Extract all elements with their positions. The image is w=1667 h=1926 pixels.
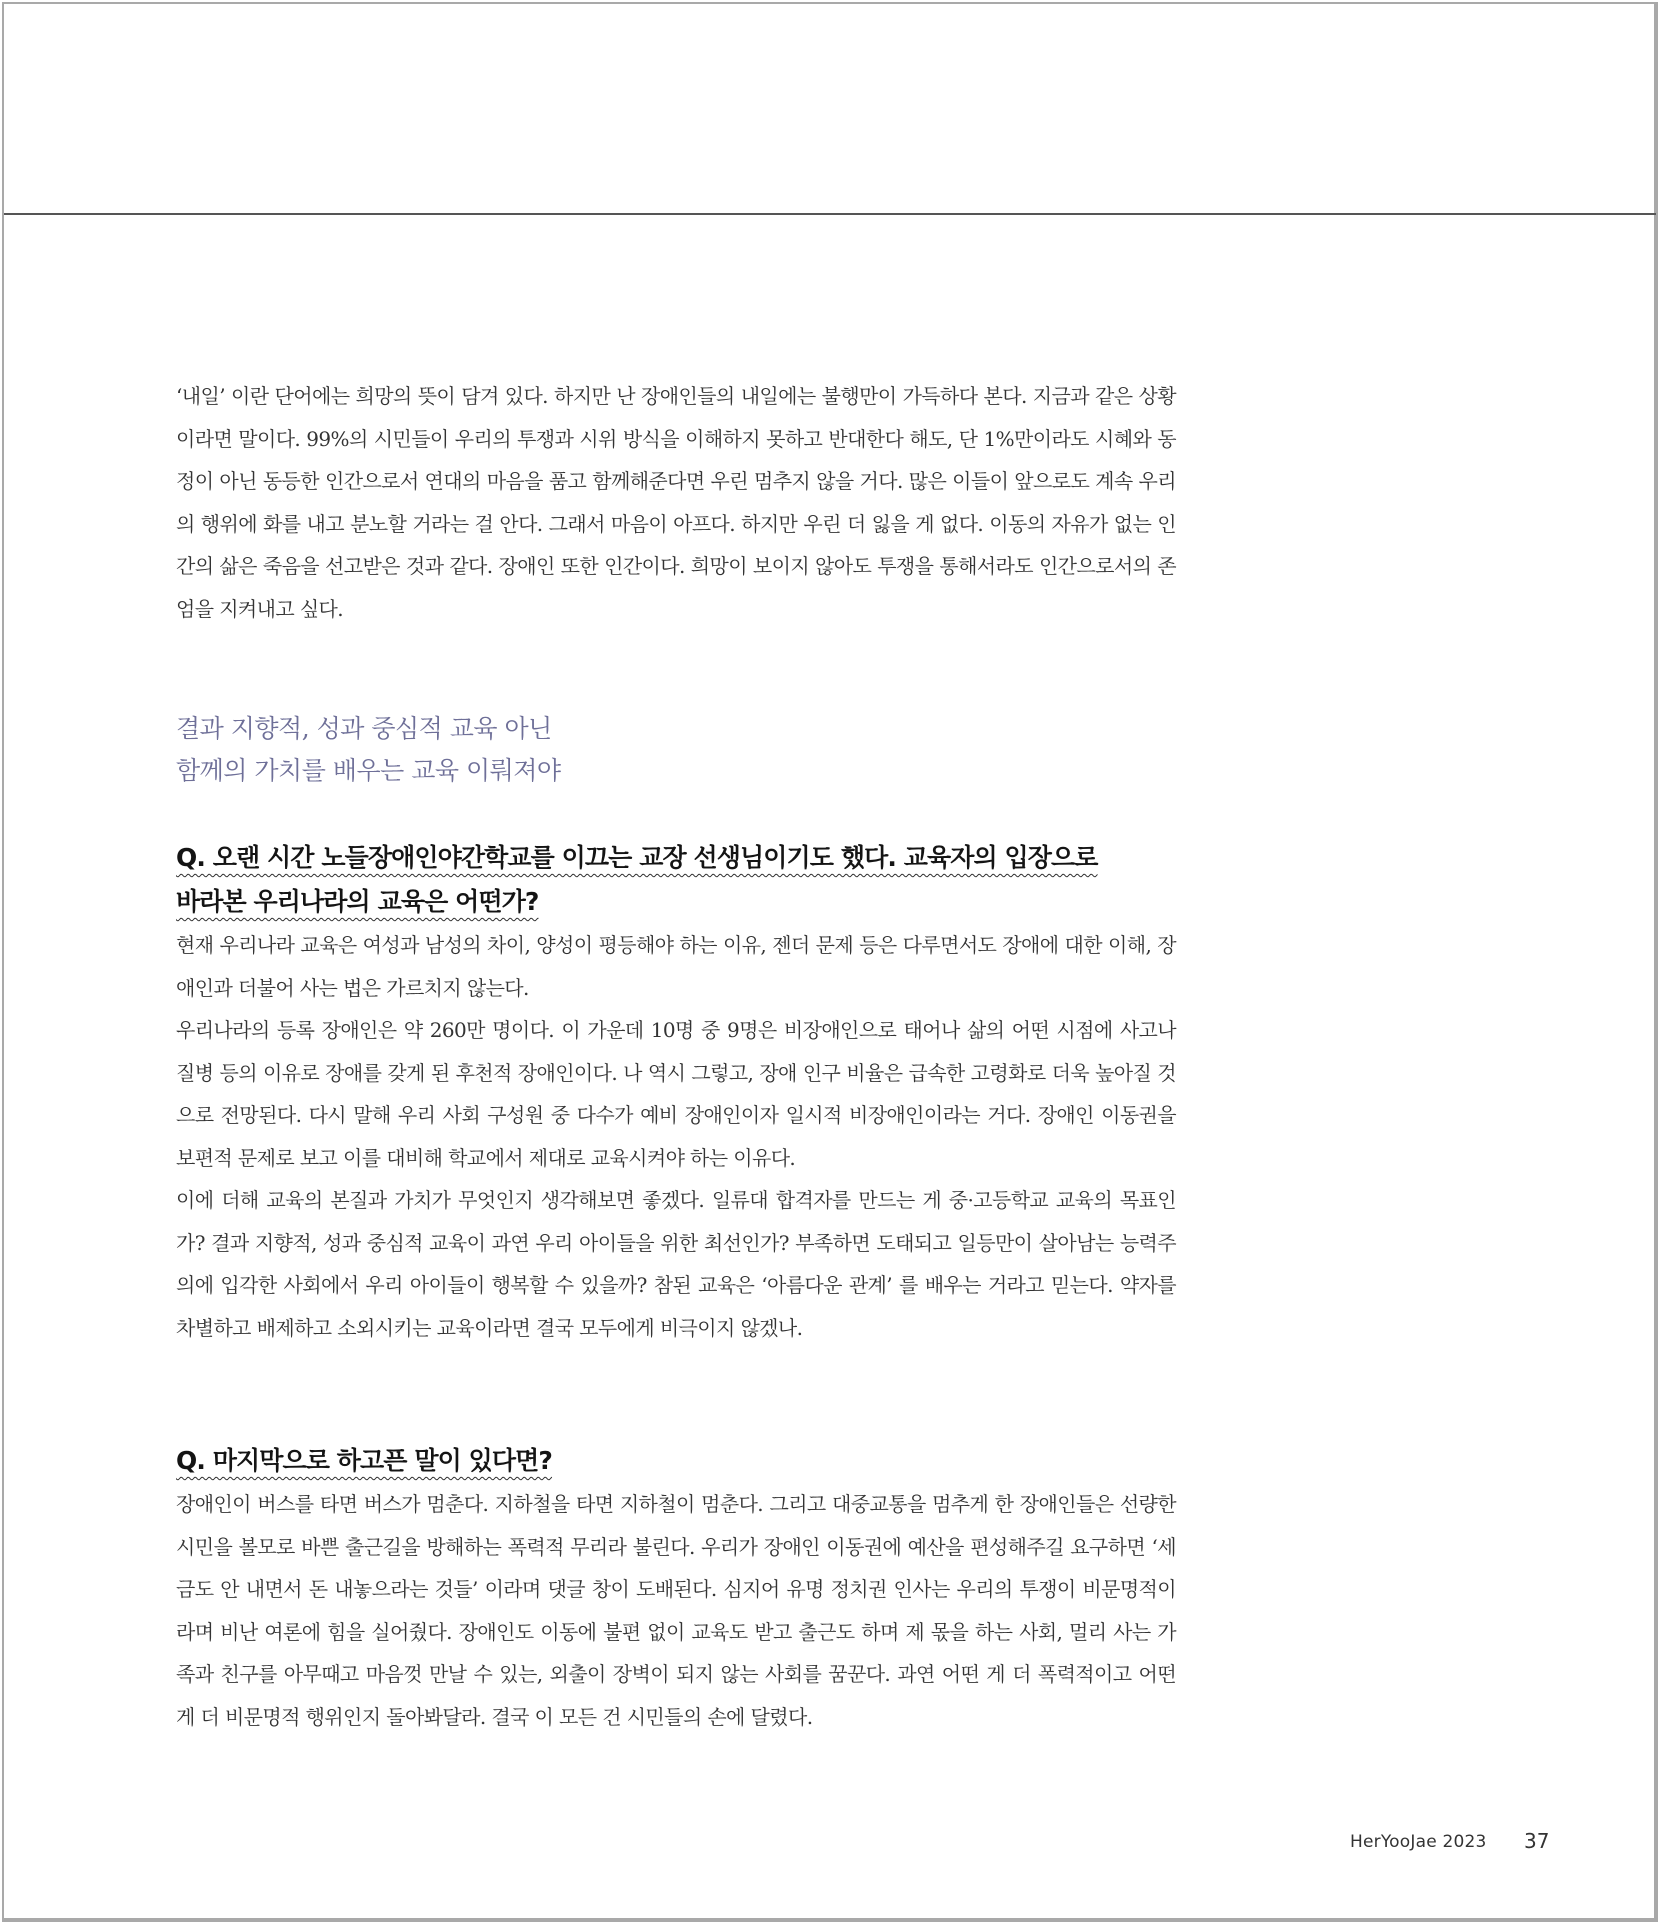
section-heading-line-2: 함께의 가치를 배우는 교육 이뤄져야 xyxy=(176,756,561,785)
question-1-line-1 xyxy=(176,836,1176,880)
question-1 xyxy=(176,836,1176,924)
answer-1-paragraph-1: 현재 우리나라 교육은 여성과 남성의 차이, 양성이 평등해야 하는 이유, 젠더 문제 등은 다루면서도 장애에 대한 이해, 장애인과 더불어 사는 법은 가르치지 않는다. xyxy=(176,933,1176,1000)
section-heading-line-1: 결과 지향적, 성과 중심적 교육 아닌 xyxy=(176,714,552,743)
answer-2-paragraph: 장애인이 버스를 타면 버스가 멈춘다. 지하철을 타면 지하철이 멈춘다. 그리고 대중교통을 멈추게 한 장애인들은 선량한 시민을 볼모로 바쁜 출근길을 방해하는 폭력적 무리라 불린다. 우리가 장애인 이동권에 예산을 편성해주길 요구하면 ‘세금도 안 내면서 돈 내놓으라는 것들’ 이라며 댓글 창이 도배된다. 심지어 유명 정치권 인사는 우리의 투쟁이 비문명적이라며 비난 여론에 힘을 실어줬다. 장애인도 이동에 불편 없이 교육도 받고 출근도 하며 제 몫을 하는 사회, 멀리 사는 가족과 친구를 아무때고 마음껏 만날 수 있는, 외출이 장벽이 되지 않는 사회를 꿈꾼다. 과연 어떤 게 더 폭력적이고 어떤 게 더 비문명적 행위인지 돌아봐달라. 결국 이 모든 건 시민들의 손에 달렸다. xyxy=(176,1492,1176,1729)
header-divider xyxy=(4,213,1656,215)
question-2 xyxy=(176,1439,1176,1483)
article-body xyxy=(176,375,1176,1738)
question-1-line-2-text: 바라본 우리나라의 교육은 어떤가? xyxy=(176,887,539,916)
question-1-line-2 xyxy=(176,880,1176,924)
footer-publication: HerYooJae 2023 xyxy=(1350,1832,1487,1852)
section-heading xyxy=(176,708,1176,792)
answer-1-paragraph-2: 우리나라의 등록 장애인은 약 260만 명이다. 이 가운데 10명 중 9명은 비장애인으로 태어나 삶의 어떤 시점에 사고나 질병 등의 이유로 장애를 갖게 된 후천적 장애인이다. 나 역시 그렇고, 장애 인구 비율은 급속한 고령화로 더욱 높아질 것으로 전망된다. 다시 말해 우리 사회 구성원 중 다수가 예비 장애인이자 일시적 비장애인이라는 거다. 장애인 이동권을 보편적 문제로 보고 이를 대비해 학교에서 제대로 교육시켜야 하는 이유다. xyxy=(176,1018,1176,1170)
question-1-line-1-text: Q. 오랜 시간 노들장애인야간학교를 이끄는 교장 선생님이기도 했다. 교육자의 입장으로 xyxy=(176,843,1098,872)
answer-1-paragraph-3: 이에 더해 교육의 본질과 가치가 무엇인지 생각해보면 좋겠다. 일류대 합격자를 만드는 게 중·고등학교 교육의 목표인가? 결과 지향적, 성과 중심적 교육이 과연 우리 아이들을 위한 최선인가? 부족하면 도태되고 일등만이 살아남는 능력주의에 입각한 사회에서 우리 아이들이 행복할 수 있을까? 참된 교육은 ‘아름다운 관계’ 를 배우는 거라고 믿는다. 약자를 차별하고 배제하고 소외시키는 교육이라면 결국 모두에게 비극이지 않겠나. xyxy=(176,1188,1176,1340)
question-2-text: Q. 마지막으로 하고픈 말이 있다면? xyxy=(176,1446,553,1475)
page-number: 37 xyxy=(1524,1829,1550,1853)
intro-paragraph: ‘내일’ 이란 단어에는 희망의 뜻이 담겨 있다. 하지만 난 장애인들의 내일에는 불행만이 가득하다 본다. 지금과 같은 상황이라면 말이다. 99%의 시민들이 우리의 투쟁과 시위 방식을 이해하지 못하고 반대한다 해도, 단 1%만이라도 시혜와 동정이 아닌 동등한 인간으로서 연대의 마음을 품고 함께해준다면 우린 멈추지 않을 거다. 많은 이들이 앞으로도 계속 우리의 행위에 화를 내고 분노할 거라는 걸 안다. 그래서 마음이 아프다. 하지만 우린 더 잃을 게 없다. 이동의 자유가 없는 인간의 삶은 죽음을 선고받은 것과 같다. 장애인 또한 인간이다. 희망이 보이지 않아도 투쟁을 통해서라도 인간으로서의 존엄을 지켜내고 싶다. xyxy=(176,384,1176,621)
